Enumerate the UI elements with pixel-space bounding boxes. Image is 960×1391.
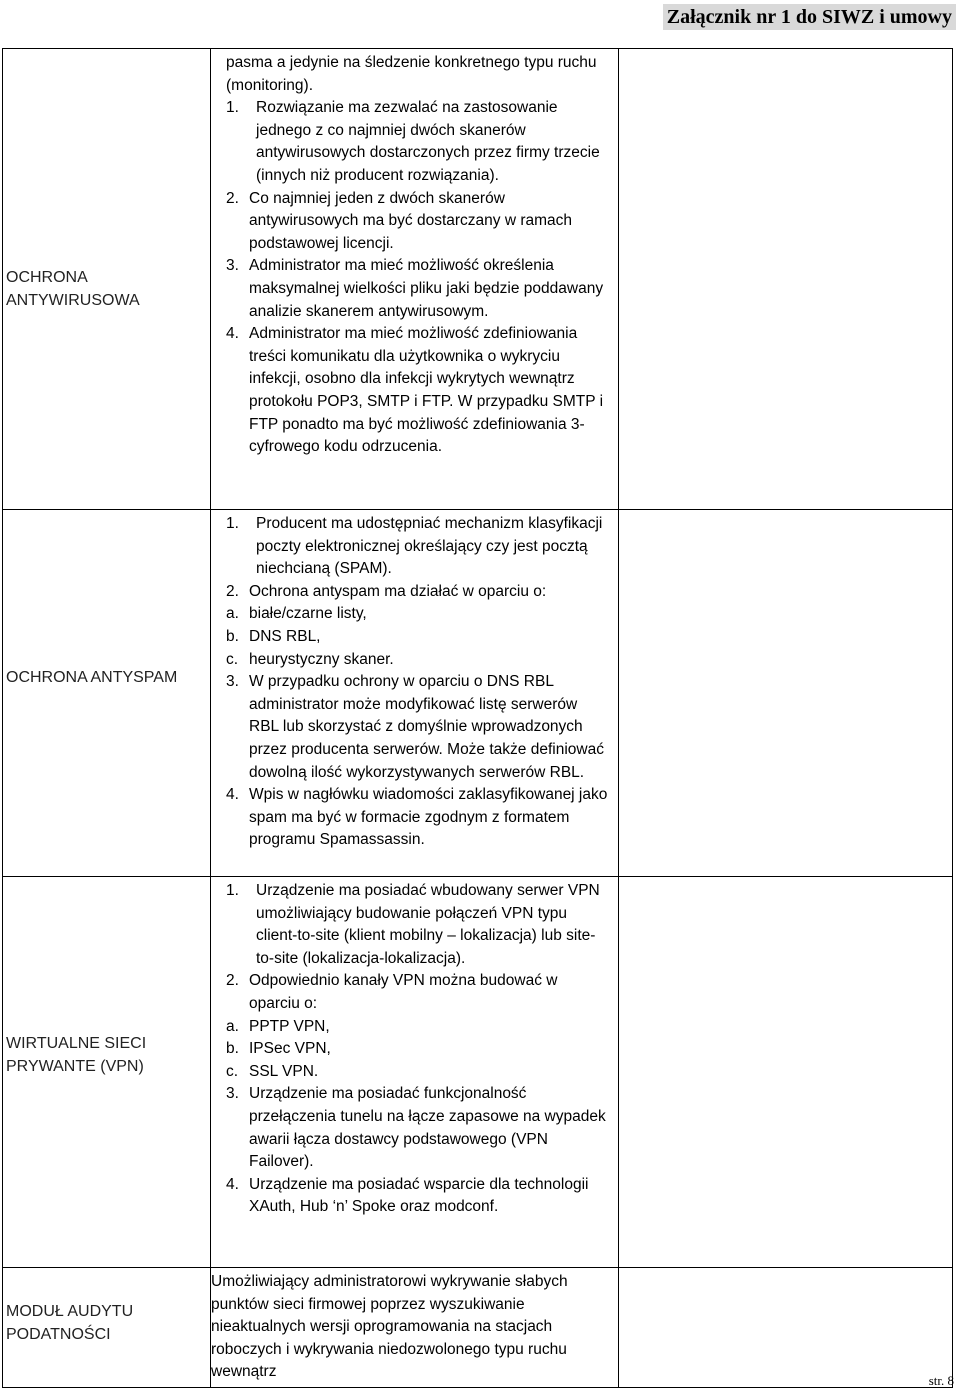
category-label: MODUŁ AUDYTU PODATNOŚCI (6, 1303, 134, 1343)
description-cell (211, 1268, 619, 1388)
attachment-header: Załącznik nr 1 do SIWZ i umowy (663, 4, 956, 30)
list-item (211, 784, 610, 852)
description-cell (211, 49, 619, 510)
item-number: 2. (226, 972, 239, 990)
item-number: 1. (226, 515, 239, 532)
item-text: Urządzenie ma posiadać wbudowany serwer VPN umożliwiający budowanie połączeń VPN typu client-to-site (klient mobilny – lokalizacja) lub site-to-site (lokalizacja-lokalizacja). (256, 882, 600, 967)
category-cell (3, 510, 211, 877)
item-text: heurystyczny skaner. (249, 650, 394, 668)
description-text: Umożliwiający administratorowi wykrywanie słabych punktów sieci firmowej poprzez wyszukiwanie nieaktualnych wersji oprogramowania na stacjach roboczych i wykrywania niedozwolonego typu ruchu wewnątrz (211, 1273, 568, 1381)
item-number: 2. (226, 582, 239, 600)
category-cell (3, 49, 211, 510)
list-item (211, 649, 610, 672)
item-text: W przypadku ochrony w oparciu o DNS RBL administrator może modyfikować listę serwerów RBL lub skorzystać z domyślnie wprowadzonych przez producenta serwerów. Może także definiować dowolną ilość wykorzystywanych serwerów RBL. (249, 673, 604, 781)
table-row (3, 1268, 953, 1388)
item-text: Administrator ma mieć możliwość zdefiniowania treści komunikatu dla użytkownika o wykryciu infekcji, osobno dla infekcji wykrytych wewnątrz protokołu POP3, SMTP i FTP. W przypadku SMTP i FTP ponadto ma być możliwość zdefiniowania 3-cyfrowego kodu odrzucenia. (249, 325, 604, 456)
list-item (211, 188, 610, 256)
item-text: Urządzenie ma posiadać wsparcie dla technologii XAuth, Hub ‘n’ Spoke oraz modconf. (249, 1175, 589, 1216)
item-number: 3. (226, 257, 239, 275)
list-item (211, 671, 610, 784)
item-number: 1. (226, 99, 239, 117)
item-text: Administrator ma mieć możliwość określenia maksymalnej wielkości pliku jaki będzie poddawany analizie skanerem antywirusowym. (249, 257, 604, 320)
item-text: SSL VPN. (249, 1062, 319, 1080)
empty-cell (619, 1268, 953, 1388)
item-number: 4. (226, 786, 239, 804)
category-label: OCHRONA ANTYSPAM (6, 669, 178, 686)
list-item (211, 1174, 610, 1219)
item-number: c. (226, 650, 239, 668)
category-label: OCHRONA ANTYWIRUSOWA (6, 269, 140, 309)
table-row (3, 49, 953, 510)
item-number: b. (226, 627, 239, 645)
list-item (211, 1038, 610, 1061)
list-item (211, 255, 610, 323)
table-row (3, 510, 953, 877)
item-number: 4. (226, 1175, 239, 1193)
category-cell (3, 877, 211, 1268)
list-item (211, 626, 610, 649)
item-text: Odpowiednio kanały VPN można budować w oparciu o: (249, 972, 558, 1012)
list-item (211, 97, 610, 187)
item-text: Producent ma udostępniać mechanizm klasyfikacji poczty elektronicznej określający czy jest pocztą niechcianą (SPAM). (256, 515, 603, 578)
item-text: Ochrona antyspam ma działać w oparciu o: (249, 582, 547, 600)
item-text: Wpis w nagłówku wiadomości zaklasyfikowanej jako spam ma być w formacie zgodnym z formatem programu Spamassassin. (249, 786, 608, 849)
empty-cell (619, 49, 953, 510)
item-text: Rozwiązanie ma zezwalać na zastosowanie jednego z co najmniej dwóch skanerów antywirusowych dostarczonych przez firmy trzecie (innych niż producent rozwiązania). (256, 99, 600, 184)
description-cell (211, 877, 619, 1268)
item-number: 1. (226, 882, 239, 899)
item-number: a. (226, 1017, 239, 1035)
list-item (211, 603, 610, 626)
list-item (211, 513, 610, 581)
item-number: a. (226, 605, 239, 623)
empty-cell (619, 877, 953, 1268)
description-cell (211, 510, 619, 877)
item-number: 2. (226, 189, 239, 207)
list-item (211, 581, 610, 604)
category-label: WIRTUALNE SIECI PRYWANTE (VPN) (6, 1035, 147, 1075)
item-number: 3. (226, 673, 239, 691)
item-number: 4. (226, 325, 239, 343)
item-number: c. (226, 1062, 239, 1080)
list-item (211, 323, 610, 459)
table-row (3, 877, 953, 1268)
item-text: PPTP VPN, (249, 1017, 330, 1035)
item-text: DNS RBL, (249, 627, 321, 645)
intro-text: pasma a jedynie na śledzenie konkretnego typu ruchu (monitoring). (226, 54, 597, 94)
item-text: Co najmniej jeden z dwóch skanerów antywirusowych ma być dostarczany w ramach podstawowej licencji. (249, 189, 573, 252)
list-item (211, 1016, 610, 1039)
item-text: białe/czarne listy, (249, 605, 367, 623)
item-number: 3. (226, 1085, 239, 1103)
list-item (211, 880, 610, 970)
specification-table (2, 48, 953, 1388)
item-text: Urządzenie ma posiadać funkcjonalność przełączenia tunelu na łącze zapasowe na wypadek awarii łącza dostawcy podstawowego (VPN Failover). (249, 1085, 606, 1171)
empty-cell (619, 510, 953, 877)
list-item (211, 970, 610, 1015)
category-cell (3, 1268, 211, 1388)
list-item (211, 1061, 610, 1084)
item-text: IPSec VPN, (249, 1040, 331, 1058)
page-number: str. 8 (928, 1373, 954, 1388)
item-number: b. (226, 1040, 239, 1058)
list-item (211, 1083, 610, 1173)
